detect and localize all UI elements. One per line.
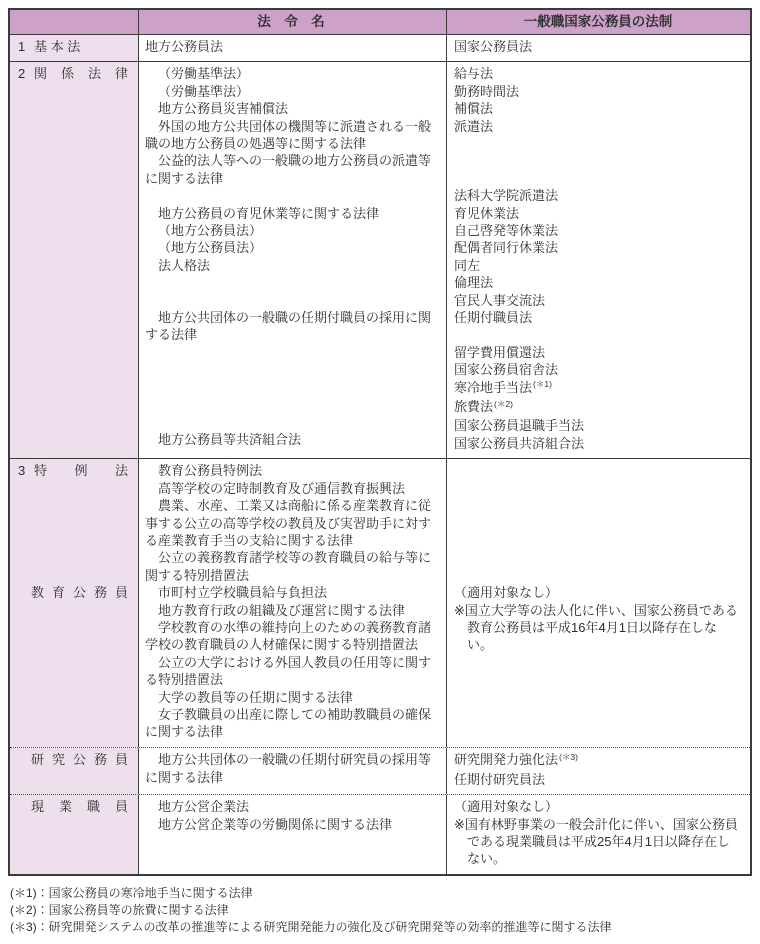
local-law-name: 地方教育行政の組織及び運営に関する法律: [158, 602, 406, 618]
local-law-name: 地方公営企業等の労働関係に関する法律: [158, 816, 393, 832]
header-cell-law-name: 法 令 名: [138, 10, 446, 34]
comparison-table: [8, 8, 752, 876]
category-label: [10, 65, 138, 82]
local-law-name: 市町村立学校職員給与負担法: [158, 585, 328, 601]
national-law-name: 国家公務員共済組合法: [454, 435, 585, 451]
category-label-cell: [10, 62, 138, 458]
national-law-name: 留学費用償還法: [454, 344, 546, 360]
category-label: [10, 798, 138, 815]
national-law-name: 国家公務員退職手当法: [454, 418, 585, 434]
national-law-name: 寒冷地手当法$^{(*1)}$: [454, 379, 552, 395]
national-law-name: 国家公務員宿舎法: [454, 362, 559, 378]
table-header-row: [10, 10, 750, 34]
local-law-name: 農業、水産、工業又は商船に係る産業教育に従事する公立の高等学校の教員及び実習助手に対する産業教育手当の支給に関する法律: [145, 498, 432, 548]
category-label-text: 関 係 法 律: [34, 66, 128, 82]
category-label-text: 現 業 職 員: [31, 799, 128, 815]
footnote-marker: (＊3): [559, 751, 578, 762]
footnote-line: (＊3)：研究開発システムの改革の推進等による研究開発能力の強化及び研究開発等の効率的推進等に関する法律: [10, 919, 612, 934]
national-law-name: 自己啓発等休業法: [454, 223, 559, 239]
local-law-cell: [138, 35, 446, 61]
national-law-cell: [446, 748, 750, 794]
local-law-name: 公立の義務教育諸学校等の教育職員の給与等に関する特別措置法: [145, 550, 432, 583]
local-law-name: （労働基準法）: [158, 83, 250, 99]
local-law-name: 高等学校の定時制教育及び通信教育振興法: [158, 480, 406, 496]
local-law-name: 学校教育の水準の維持向上のための義務教育諸学校の教育職員の人材確保に関する特別措置法: [145, 619, 432, 653]
footnote-marker: (＊2): [494, 398, 513, 409]
category-label-cell: [10, 795, 138, 874]
national-law-cell: [446, 795, 750, 874]
local-law-name: 公立の大学における外国人教員の任用等に関する特別措置法: [145, 654, 432, 688]
local-law-name: （地方公務員法）: [158, 240, 263, 256]
local-law-name: （地方公務員法）: [158, 223, 263, 239]
footnote-marker: (＊1): [533, 379, 552, 390]
national-law-name: 法科大学院派遣法: [454, 188, 559, 204]
national-law-name: 補償法: [454, 101, 494, 117]
national-law-name: 研究開発力強化法$^{(*3)}$: [454, 751, 578, 768]
category-label-text: 特 例 法: [34, 463, 128, 479]
category-label: [10, 38, 90, 55]
local-law-name: 教育公務員特例法: [158, 463, 263, 479]
category-label-text: 研 究 公 務 員: [31, 752, 128, 768]
category-label-cell: [10, 748, 138, 794]
national-law-name: 育児休業法: [454, 205, 520, 221]
local-law-name: 地方公務員法: [145, 39, 224, 54]
header-cell-national-law: 一般職国家公務員の法制: [446, 10, 750, 34]
local-law-name: 大学の教員等の任期に関する法律: [158, 689, 354, 705]
national-law-name: 勤務時間法: [454, 83, 520, 99]
local-law-name: 地方公務員等共済組合法: [158, 431, 302, 447]
category-label-cell: [10, 459, 138, 747]
category-number: 2: [18, 66, 26, 82]
national-law-name: 任期付研究員法: [454, 771, 546, 787]
national-law-name: 配偶者同行休業法: [454, 240, 559, 256]
national-law-name: 給与法: [454, 66, 494, 82]
table-row-industrial-employees: [10, 794, 750, 874]
national-law-name: （適用対象なし）: [454, 585, 559, 601]
category-label: [10, 584, 138, 601]
local-law-name: 地方公営企業法: [158, 799, 250, 815]
category-number: 3: [18, 463, 26, 479]
table-row-basic-law: [10, 34, 750, 61]
local-law-name: 地方公共団体の一般職の任期付研究員の採用等に関する法律: [145, 752, 432, 785]
footnotes: [8, 885, 752, 936]
category-label-text: 基 本 法: [34, 39, 81, 54]
local-law-cell: [138, 459, 446, 747]
local-law-name: 公益的法人等への一般職の地方公務員の派遣等に関する法律: [145, 153, 432, 186]
category-label-text: 教 育 公 務 員: [31, 585, 128, 601]
local-law-cell: [138, 795, 446, 874]
table-row-related-laws: [10, 61, 750, 458]
category-label: [10, 462, 138, 479]
national-law-name: 任期付職員法: [454, 310, 533, 326]
category-label: [10, 751, 138, 768]
national-law-name: （適用対象なし）: [454, 799, 559, 815]
national-law-name: ※国立大学等の法人化に伴い、国家公務員である教育公務員は平成16年4月1日以降存在しない。: [454, 602, 738, 653]
header-cell-category: [10, 10, 138, 34]
national-law-cell: [446, 459, 750, 747]
national-law-name: 官民人事交流法: [454, 292, 546, 308]
national-law-name: ※国有林野事業の一般会計化に伴い、国家公務員である現業職員は平成25年4月1日以降存在しない。: [454, 816, 738, 867]
footnote-line: (＊1)：国家公務員の寒冷地手当に関する法律: [10, 885, 253, 900]
national-law-cell: [446, 62, 750, 458]
local-law-name: （労働基準法）: [158, 66, 250, 82]
local-law-cell: [138, 748, 446, 794]
national-law-name: 旅費法$^{(*2)}$: [454, 398, 513, 415]
national-law-name: 倫理法: [454, 275, 494, 291]
national-law-cell: [446, 35, 750, 61]
local-law-name: 女子教職員の出産に際しての補助教職員の確保に関する法律: [145, 706, 432, 740]
local-law-name: 地方公務員の育児休業等に関する法律: [158, 205, 380, 221]
local-law-name: 法人格法: [158, 257, 211, 273]
local-law-name: 地方公共団体の一般職の任期付職員の採用に関する法律: [145, 310, 432, 343]
table-row-research-officials: [10, 747, 750, 794]
footnote-line: (＊2)：国家公務員等の旅費に関する法律: [10, 902, 229, 917]
category-label-cell: [10, 35, 138, 61]
local-law-cell: [138, 62, 446, 458]
national-law-name: 国家公務員法: [454, 39, 533, 54]
table-row-special-laws-education: [10, 458, 750, 747]
national-law-name: 同左: [454, 257, 481, 273]
national-law-name: 派遣法: [454, 118, 494, 134]
local-law-name: 外国の地方公共団体の機関等に派遣される一般職の地方公務員の処遇等に関する法律: [145, 118, 432, 152]
category-number: 1: [18, 39, 26, 54]
local-law-name: 地方公務員災害補償法: [158, 101, 289, 117]
